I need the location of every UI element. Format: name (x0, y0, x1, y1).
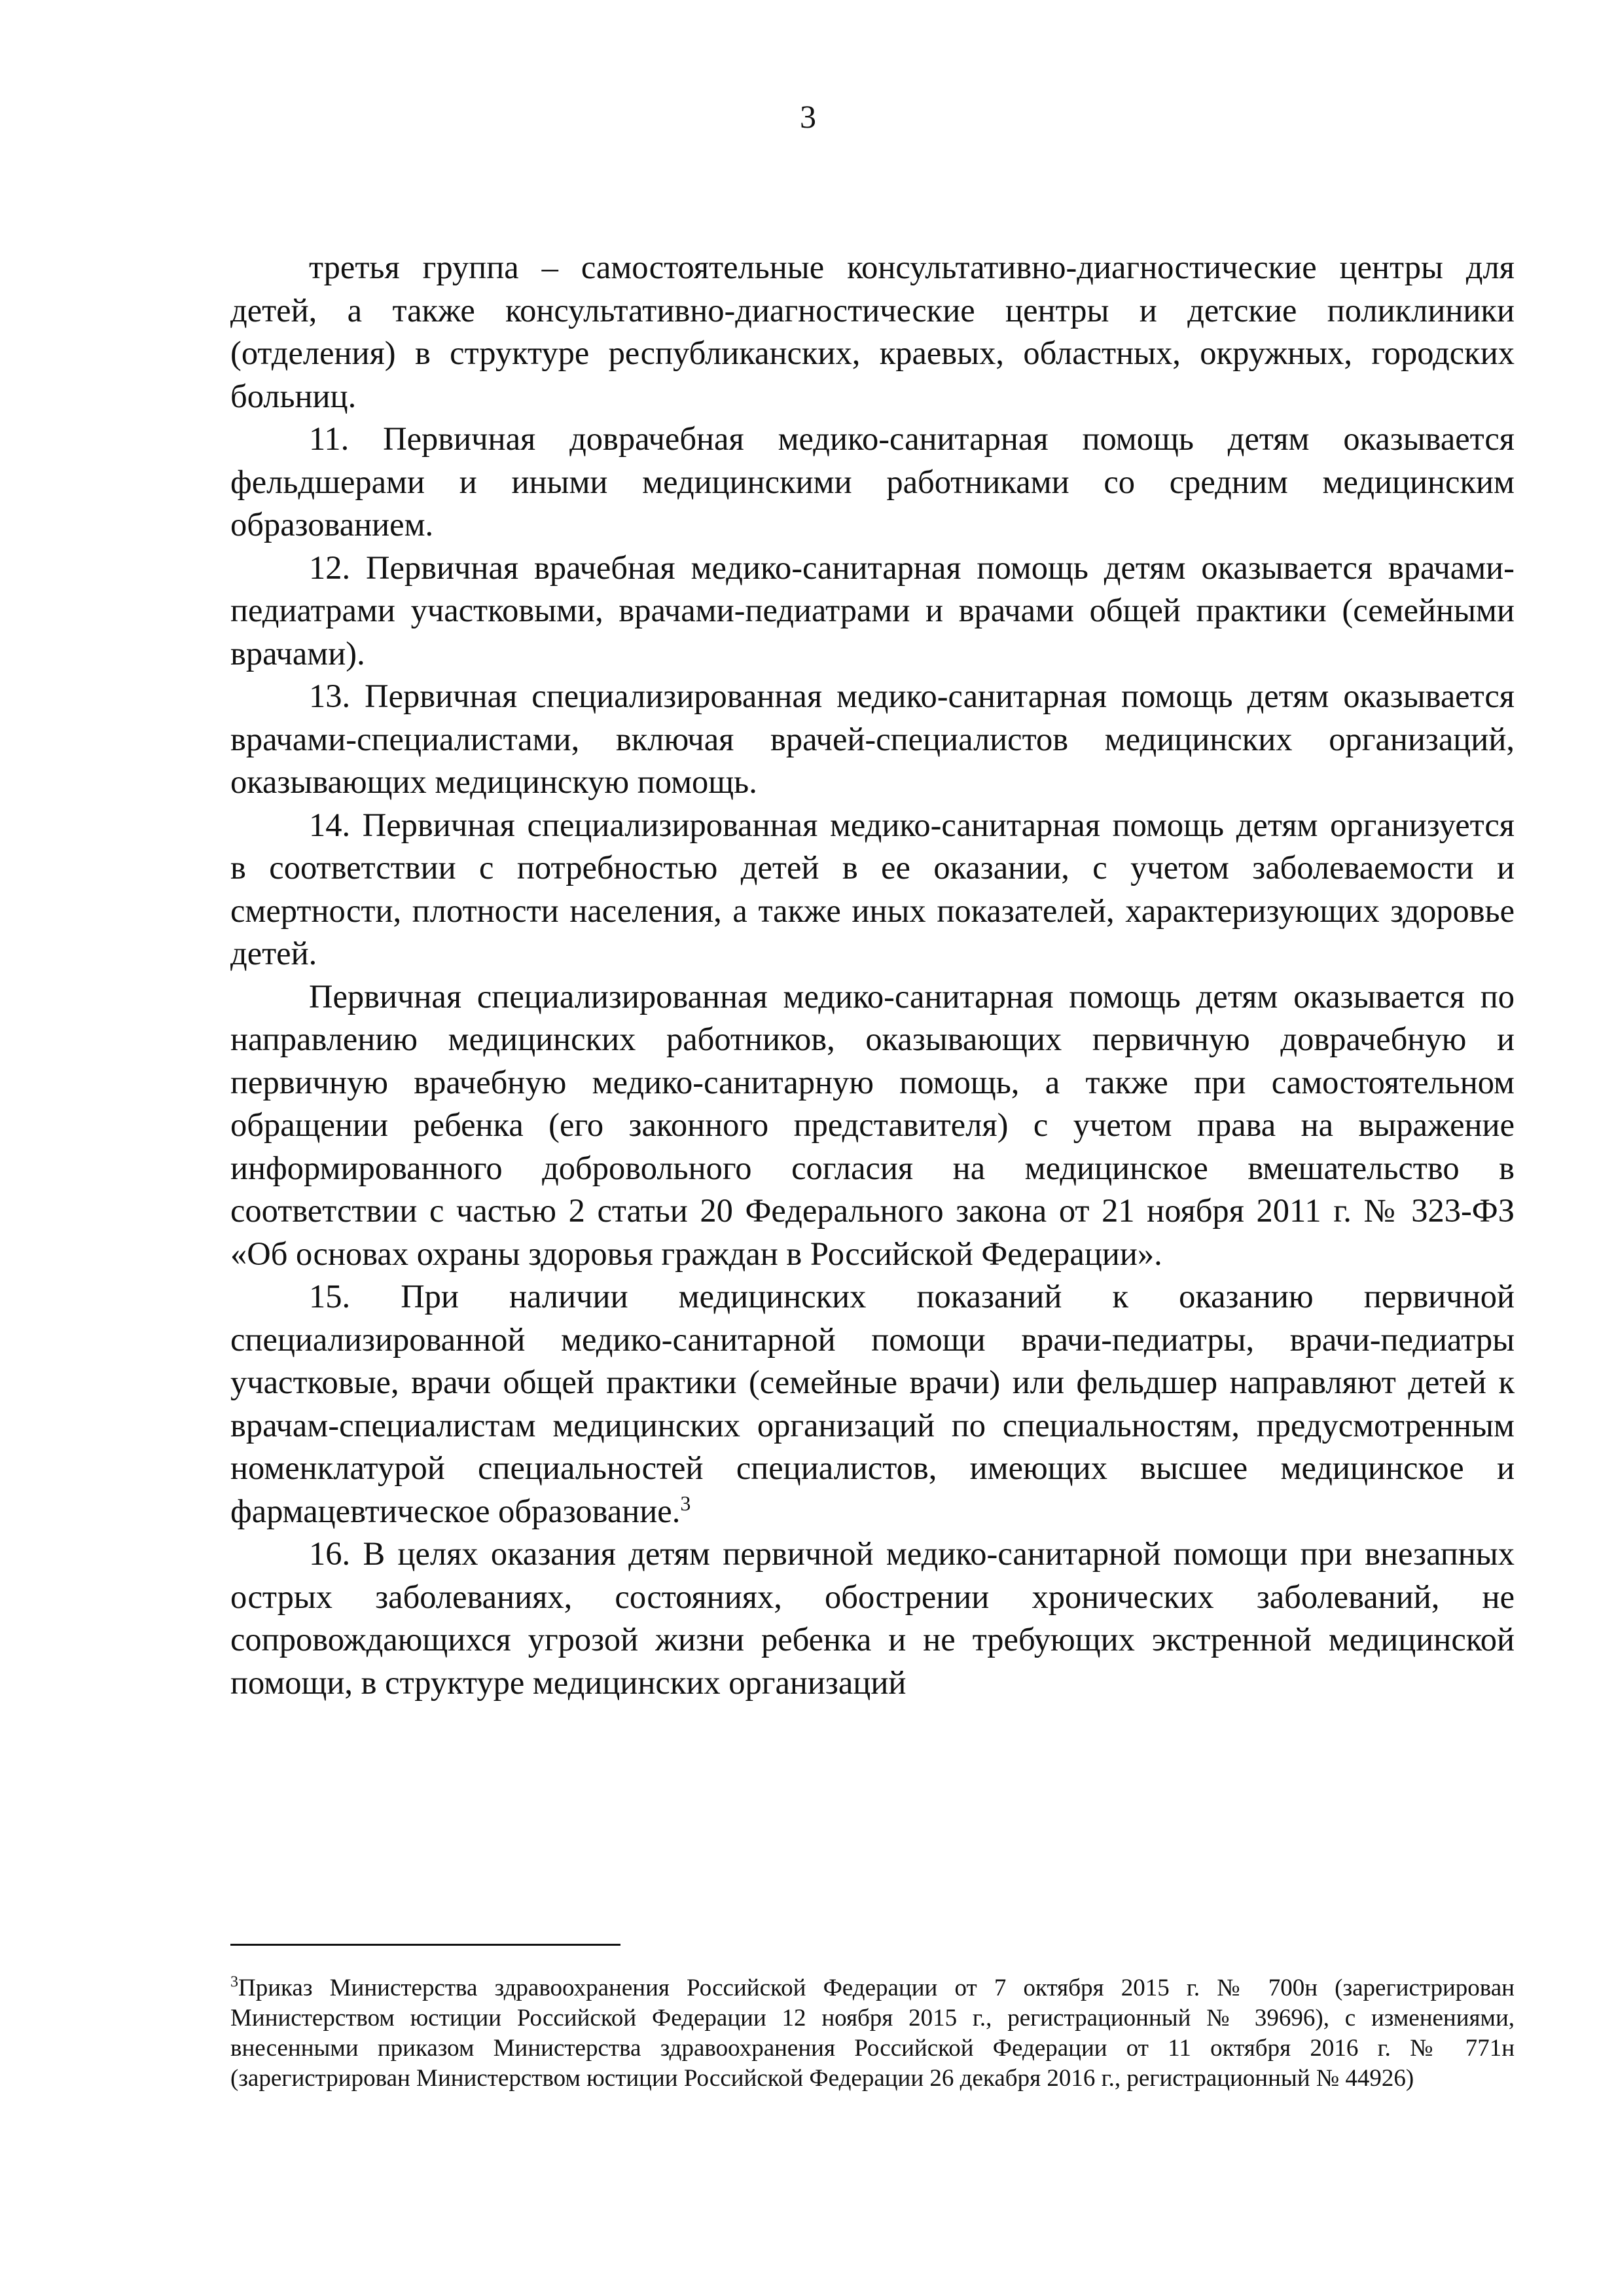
paragraph-item-13 (230, 675, 1515, 804)
paragraph-text: 12. Первичная врачебная медико-санитарная помощь детям оказывается врачами-педиатрами участковыми, врачами-педиатрами и врачами общей практики (семейными врачами). (230, 549, 1515, 672)
paragraph-item-11 (230, 418, 1515, 547)
paragraph-item-16 (230, 1533, 1515, 1704)
paragraph-item-14-continuation (230, 975, 1515, 1276)
paragraph-text: 13. Первичная специализированная медико-санитарная помощь детям оказывается врачами-специалистами, включая врачей-специалистов медицинских организаций, оказывающих медицинскую помощь. (230, 678, 1515, 800)
paragraph-item-15 (230, 1275, 1515, 1533)
paragraph-text: третья группа – самостоятельные консультативно-диагностические центры для детей, а также консультативно-диагностические центры и детские поликлиники (отделения) в структуре республиканских, краевых, областных, окружных, городских больниц. (230, 249, 1515, 414)
paragraph-item-14 (230, 804, 1515, 975)
document-body (230, 246, 1515, 1704)
footnote-separator (230, 1944, 620, 1946)
paragraph-item-12 (230, 547, 1515, 676)
page-number: 3 (800, 98, 816, 135)
paragraph-text: 15. При наличии медицинских показаний к оказанию первичной специализированной медико-санитарной помощи врачи-педиатры, врачи-педиатры участковые, врачи общей практики (семейные врачи) или фельдшер направляют детей к врачам-специалистам медицинских организаций по специальностям, предусмотренным номенклатурой специальностей специалистов, имеющих высшее медицинское и фармацевтическое образование. (230, 1278, 1515, 1529)
paragraph-text: Первичная специализированная медико-санитарная помощь детям оказывается по направлению медицинских работников, оказывающих первичную доврачебную и первичную врачебную медико-санитарную помощь, а также при самостоятельном обращении ребенка (его законного представителя) с учетом права на выражение информированного добровольного согласия на медицинское вмешательство в соответствии с частью 2 статьи 20 Федерального закона от 21 ноября 2011 г. № 323-ФЗ «Об основах охраны здоровья граждан в Российской Федерации». (230, 977, 1515, 1272)
paragraph-text: 14. Первичная специализированная медико-санитарная помощь детям организуется в соответствии с потребностью детей в ее оказании, с учетом заболеваемости и смертности, плотности населения, а также иных показателей, характеризующих здоровье детей. (230, 806, 1515, 972)
footnote (230, 1973, 1515, 2094)
footnote-number: 3 (230, 1973, 238, 1991)
footnote-text: Приказ Министерства здравоохранения Российской Федерации от 7 октября 2015 г. № 700н (зарегистрирован Министерством юстиции Российской Федерации 12 ноября 2015 г., регистрационный № 39696), с изменениями, внесенными приказом Министерства здравоохранения Российской Федерации от 11 октября 2016 г. № 771н (зарегистрирован Министерством юстиции Российской Федерации 26 декабря 2016 г., регистрационный № 44926) (230, 1975, 1515, 2092)
paragraph-third-group (230, 246, 1515, 418)
paragraph-text: 16. В целях оказания детям первичной медико-санитарной помощи при внезапных острых заболеваниях, состояниях, обострении хронических заболеваний, не сопровождающихся угрозой жизни ребенка и не требующих экстренной медицинской помощи, в структуре медицинских организаций (230, 1535, 1515, 1701)
footnote-reference[interactable]: 3 (680, 1491, 691, 1515)
paragraph-text: 11. Первичная доврачебная медико-санитарная помощь детям оказывается фельдшерами и иными медицинскими работниками со средним медицинским образованием. (230, 420, 1515, 543)
